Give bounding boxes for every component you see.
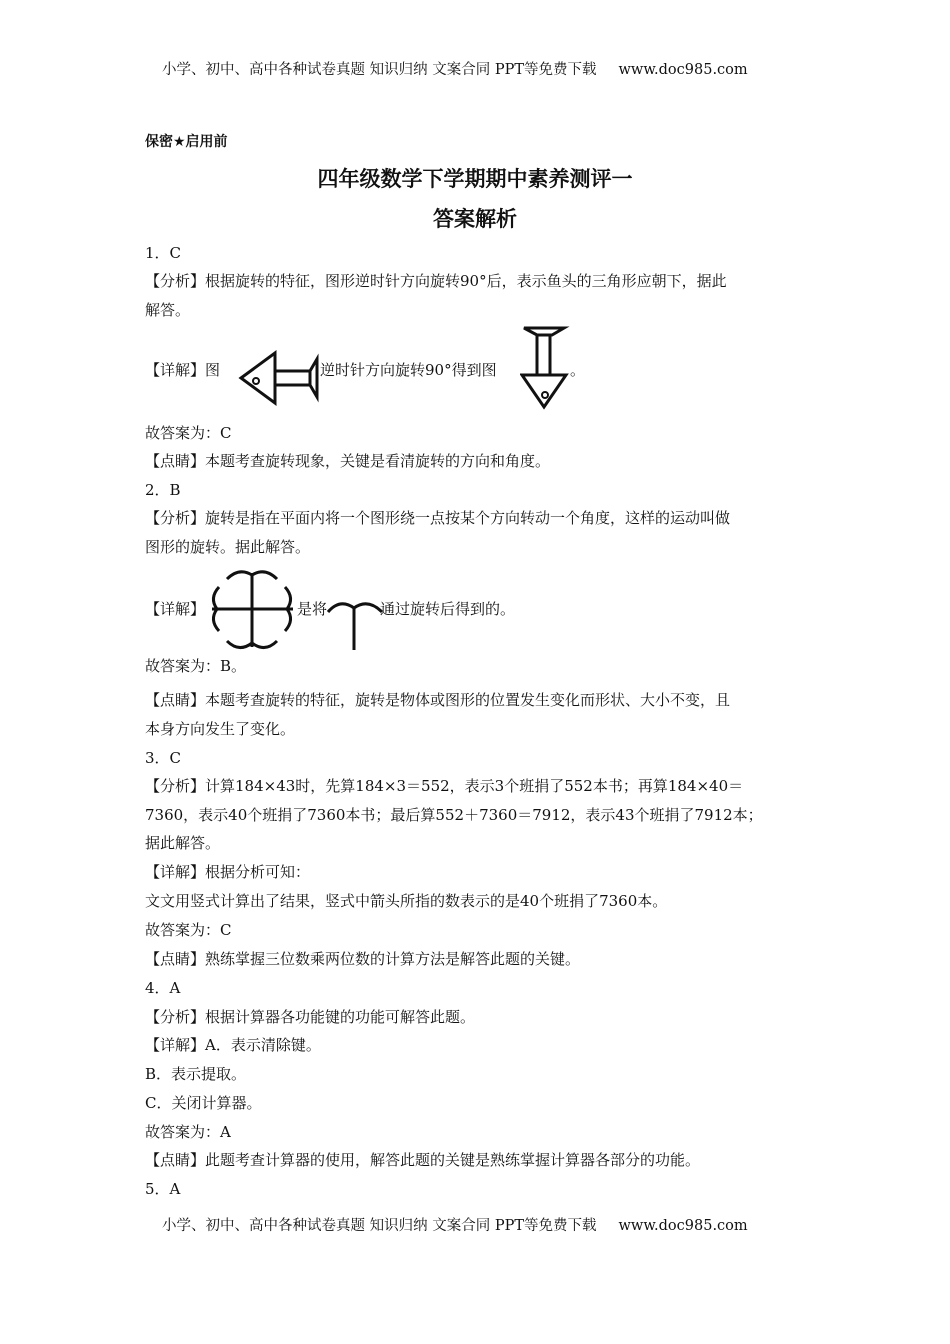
- text-line: 故答案为：B。: [145, 657, 247, 675]
- text-line: 图形的旋转。据此解答。: [145, 538, 311, 556]
- text-line: 【分析】根据计算器各功能键的功能可解答此题。: [145, 1008, 476, 1026]
- text-line: 1．C: [145, 244, 182, 262]
- clover-figure: [207, 565, 297, 653]
- footer-text: 小学、初中、高中各种试卷真题 知识归纳 文案合同 PPT等免费下载: [162, 1218, 597, 1234]
- text-line: 【点睛】此题考查计算器的使用，解答此题的关键是熟练掌握计算器各部分的功能。: [145, 1151, 701, 1169]
- text-line: 解答。: [145, 301, 191, 319]
- fish-left-figure: [235, 345, 325, 407]
- doc-title: 四年级数学下学期期中素养测评一: [317, 167, 633, 191]
- text-line: 故答案为：C: [145, 424, 232, 442]
- footer-url[interactable]: www.doc985.com: [618, 1218, 748, 1234]
- text-line: 【分析】旋转是指在平面内将一个图形绕一点按某个方向转动一个角度，这样的运动叫做: [145, 509, 731, 527]
- text-line: 【点睛】本题考查旋转的特征，旋转是物体或图形的位置发生变化而形状、大小不变，且: [145, 691, 731, 709]
- q1-detail-c: 。: [570, 361, 586, 379]
- text-line: 3．C: [145, 749, 182, 767]
- text-line: C．关闭计算器。: [145, 1094, 262, 1112]
- text-line: 故答案为：C: [145, 921, 232, 939]
- text-line: 文文用竖式计算出了结果，竖式中箭头所指的数表示的是40个班捐了7360本。: [145, 892, 668, 910]
- confidential-label: 保密★启用前: [145, 134, 228, 150]
- q2-detail-c: 通过旋转后得到的。: [380, 600, 516, 618]
- page-header: [162, 58, 748, 79]
- text-line: 7360，表示40个班捐了7360本书；最后算552＋7360＝7912，表示43个班捐了7912本；: [145, 806, 763, 824]
- text-line: 【分析】计算184×43时，先算184×3＝552，表示3个班捐了552本书；再算184×40＝: [145, 777, 744, 795]
- text-line: 【点睛】本题考查旋转现象，关键是看清旋转的方向和角度。: [145, 452, 551, 470]
- text-line: 【分析】根据旋转的特征，图形逆时针方向旋转90°后，表示鱼头的三角形应朝下，据此: [145, 272, 727, 290]
- q1-detail-b: 逆时针方向旋转90°得到图: [320, 361, 497, 379]
- text-line: 【点睛】熟练掌握三位数乘两位数的计算方法是解答此题的关键。: [145, 950, 581, 968]
- y-shape-figure: [326, 596, 386, 652]
- doc-subtitle: 答案解析: [433, 207, 517, 231]
- fish-down-figure: [520, 325, 570, 410]
- text-line: 据此解答。: [145, 834, 221, 852]
- text-line: 【详解】A．表示清除键。: [145, 1036, 321, 1054]
- q2-detail-b: 是将: [297, 600, 328, 618]
- text-line: 【详解】根据分析可知：: [145, 863, 311, 881]
- text-line: 4．A: [145, 979, 181, 997]
- page-footer: [162, 1214, 748, 1235]
- text-line: 故答案为：A: [145, 1123, 231, 1141]
- text-line: B．表示提取。: [145, 1065, 247, 1083]
- text-line: 本身方向发生了变化。: [145, 720, 296, 738]
- header-url[interactable]: www.doc985.com: [618, 62, 748, 78]
- text-line: 2．B: [145, 481, 181, 499]
- q1-detail-a: 【详解】图: [145, 361, 221, 379]
- q2-detail-a: 【详解】: [145, 600, 206, 618]
- text-line: 5．A: [145, 1180, 181, 1198]
- header-text: 小学、初中、高中各种试卷真题 知识归纳 文案合同 PPT等免费下载: [162, 62, 597, 78]
